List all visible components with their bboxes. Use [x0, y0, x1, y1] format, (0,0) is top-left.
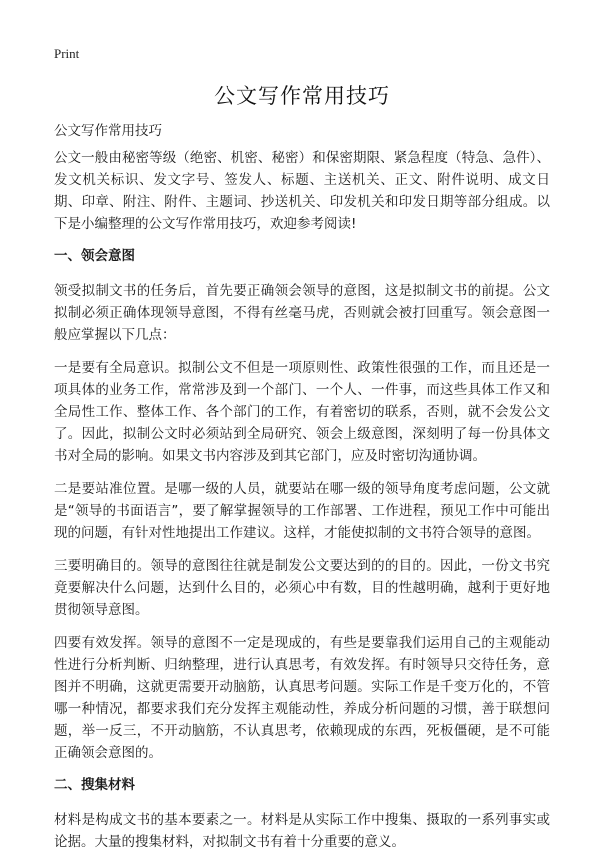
paragraph: 一是要有全局意识。拟制公文不但是一项原则性、政策性很强的工作，而且还是一项具体的业务工作，常常涉及到一个部门、一个人、一件事，而这些具体工作又和全局性工作、整体工作、各个部门的工作，有着密切的联系，否则，就不会发公文了。因此，拟制公文时必须站到全局研究、领会上级意图，深刻明了每一份具体文书对全局的影响。如果文书内容涉及到其它部门，应及时密切沟通协调。	[54, 360, 550, 464]
intro-paragraph: 公文一般由秘密等级（绝密、机密、秘密）和保密期限、紧急程度（特急、急件）、发文机关标识、发文字号、签发人、标题、主送机关、正文、附件说明、成文日期、印章、附注、附件、主题词、抄送机关、印发机关和印发日期等部分组成。以下是小编整理的公文写作常用技巧，欢迎参考阅读!	[54, 150, 550, 232]
paragraph: 材料是构成文书的基本要素之一。材料是从实际工作中搜集、摄取的一系列事实或论据。大量的搜集材料，对拟制文书有着十分重要的意义。	[54, 812, 550, 850]
paragraph: 四要有效发挥。领导的意图不一定是现成的，有些是要靠我们运用自己的主观能动性进行分析判断、归纳整理，进行认真思考，有效发挥。有时领导只交待任务，意图并不明确，这就更需要开动脑筋，认真思考问题。实际工作是千变万化的，不管哪一种情况，都要求我们充分发挥主观能动性，养成分析问题的习惯，善于联想问题，举一反三，不开动脑筋，不认真思考，依赖现成的东西，死板僵硬，是不可能正确领会意图的。	[54, 635, 550, 761]
document-title: 公文写作常用技巧	[214, 84, 390, 108]
section-heading: 一、领会意图	[54, 248, 135, 264]
document-body	[54, 147, 550, 864]
section-heading: 二、搜集材料	[54, 777, 135, 793]
paragraph: 三要明确目的。领导的意图往往就是制发公文要达到的的目的。因此，一份文书究竟要解决什么问题，达到什么目的，必须心中有数，目的性越明确，越利于更好地贯彻领导意图。	[54, 558, 550, 618]
print-label: Print	[54, 46, 80, 61]
paragraph: 领受拟制文书的任务后，首先要正确领会领导的意图，这是拟制文书的前提。公文拟制必须正确体现领导意图，不得有丝毫马虎，否则就会被打回重写。领会意图一般应掌握以下几点：	[54, 283, 550, 343]
document-subtitle: 公文写作常用技巧	[54, 123, 162, 139]
paragraph: 二是要站准位置。是哪一级的人员，就要站在哪一级的领导角度考虑问题，公文就是“领导的书面语言”，要了解掌握领导的工作部署、工作进程，预见工作中可能出现的问题，有针对性地提出工作建议。这样，才能使拟制的文书符合领导的意图。	[54, 481, 550, 541]
